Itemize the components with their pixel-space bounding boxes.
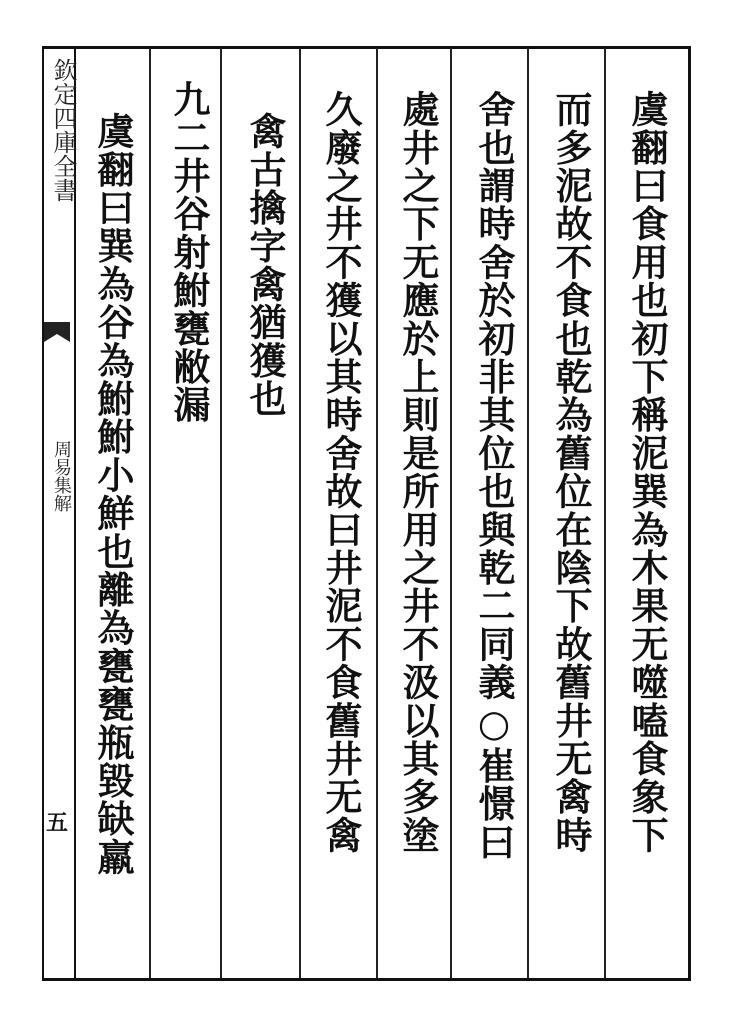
text-column-6: 禽古擒字禽猶獲也 [243, 112, 287, 418]
frame-left [42, 46, 44, 981]
frame-top [42, 46, 690, 49]
text-column-3: 舍也謂時舍於初非其位也與乾二同義○崔憬曰 [472, 90, 516, 861]
section-title: 周易集解 [51, 440, 72, 512]
column-divider [220, 48, 222, 978]
page-number: 五 [46, 810, 69, 836]
text-column-7: 九二井谷射鮒甕敝漏 [167, 80, 211, 424]
text-column-1: 虞翻曰食用也初下稱泥巽為木果无噬嗑食象下 [625, 90, 669, 854]
text-column-5: 久廢之井不獲以其時舍故曰井泥不食舊井无禽 [319, 90, 363, 854]
column-divider [299, 48, 301, 978]
column-divider [604, 48, 606, 978]
text-column-4: 處井之下无應於上則是所用之井不汲以其多塗 [396, 90, 440, 854]
text-column-8: 虞翻曰巽為谷為鮒鮒小鮮也離為甕甕瓶毀缺羸 [91, 112, 135, 876]
book-title: 欽定四庫全書 [49, 58, 77, 202]
text-column-2: 而多泥故不食也乾為舊位在陰下故舊井无禽時 [549, 90, 593, 854]
column-divider [527, 48, 529, 978]
column-divider [376, 48, 378, 978]
fishtail-mark [44, 322, 70, 342]
column-divider [149, 48, 151, 978]
frame-right [688, 46, 691, 981]
frame-bottom [42, 978, 690, 981]
column-divider [450, 48, 452, 978]
